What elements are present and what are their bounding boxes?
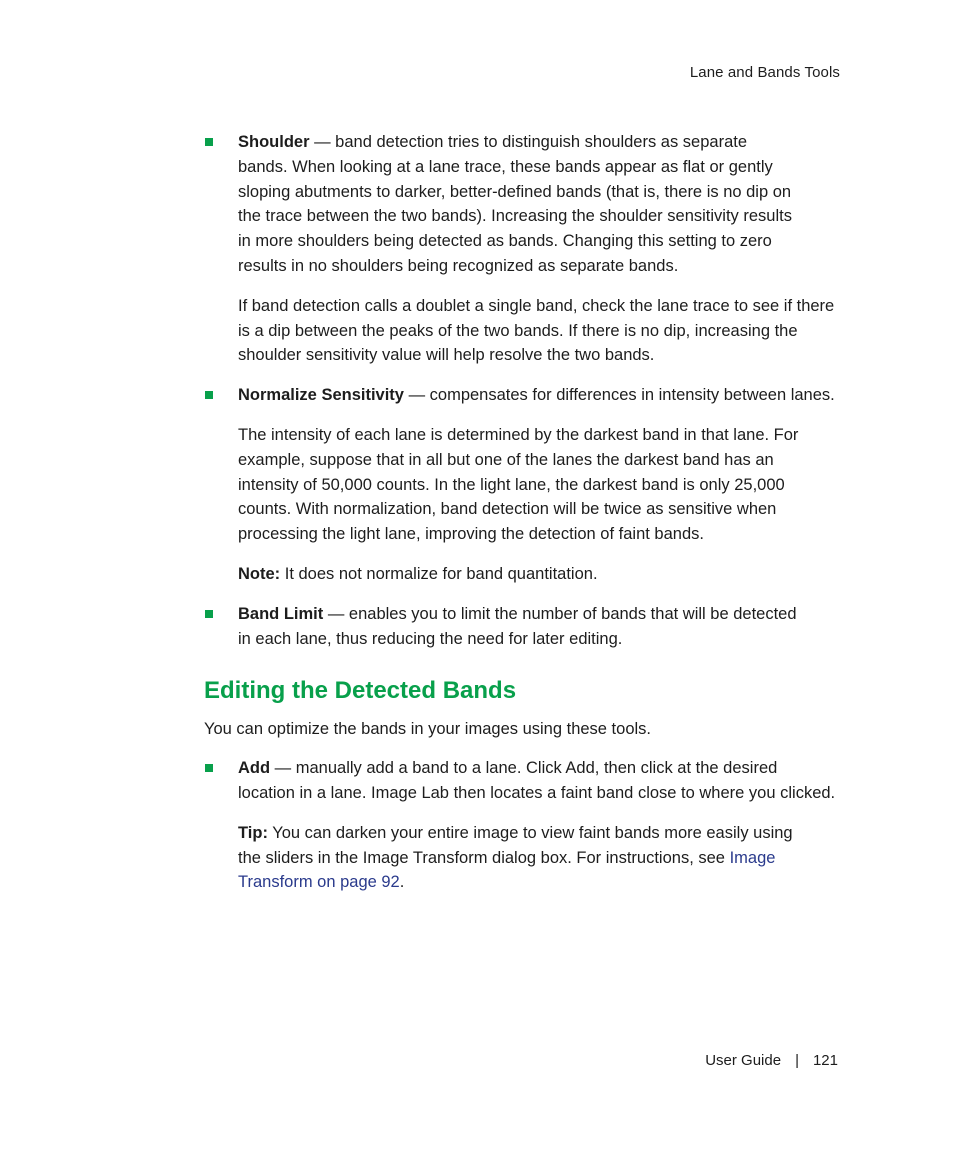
bullet-item-add [204,756,838,806]
running-header: Lane and Bands Tools [689,64,840,81]
term-shoulder: Shoulder [238,133,310,151]
shoulder-description: — band detection tries to distinguish shoulders as separate bands. When looking at a lane trace, these bands appear as flat or gently sloping abutments to darker, better-defined bands (that is, there is no dip on the trace between the two bands). Increasing the shoulder sensitivity results in more shoulders being detected as bands. Changing this setting to zero results in no shoulders being recognized as separate bands. [238,133,792,275]
term-add: Add [238,759,271,778]
band-limit-description: — enables you to limit the number of bands that will be detected in each lane, thus reducing the need for later editing. [238,604,797,648]
tip-label: Tip: [238,823,268,842]
bullet-item-shoulder [204,130,798,279]
normalize-description: — compensates for differences in intensity between lanes. [403,386,835,405]
page-number: 121 [812,1052,838,1069]
section-heading: Editing the Detected Bands [204,677,517,705]
page-content [204,130,844,895]
image-transform-link[interactable]: Image Transform on page 92 [238,848,776,892]
bullet-item-band-limit [204,602,798,652]
section-intro: You can optimize the bands in your images using these tools. [204,720,651,739]
tip-text: You can darken your entire image to view faint bands more easily using the sliders in the Image Transform dialog box. For instructions, see [238,823,793,867]
square-bullet-icon [205,391,213,399]
note-label: Note: [238,564,281,583]
square-bullet-icon [205,764,213,772]
footer-guide-label: User Guide [705,1052,782,1069]
tip-end: . [399,873,405,892]
running-footer [705,1052,838,1069]
bullet-item-normalize-sensitivity [204,383,838,408]
normalize-followup-paragraph: The intensity of each lane is determined by the darkest band in that lane. For example, suppose that in all but one of the lanes the darkest band has an intensity of 50,000 counts. In the light lane, the darkest band is only 25,000 counts. With normalization, band detection will be twice as sensitive when processing the light lane, improving the detection of faint bands. [238,425,799,544]
add-tip [204,821,818,895]
shoulder-followup-paragraph: If band detection calls a doublet a single band, check the lane trace to see if there is a dip between the peaks of the two bands. If there is no dip, increasing the shoulder sensitivity value will help resolve the two bands. [238,296,835,365]
term-normalize-sensitivity: Normalize Sensitivity [238,386,404,405]
term-band-limit: Band Limit [238,604,324,623]
add-description: — manually add a band to a lane. Click Add, then click at the desired location in a lane. Image Lab then locates a faint band close to where you clicked. [238,759,836,802]
note-text: It does not normalize for band quantitation. [280,564,598,583]
square-bullet-icon [205,138,213,146]
normalize-note [204,562,844,587]
footer-separator: | [795,1052,799,1069]
square-bullet-icon [205,610,213,618]
